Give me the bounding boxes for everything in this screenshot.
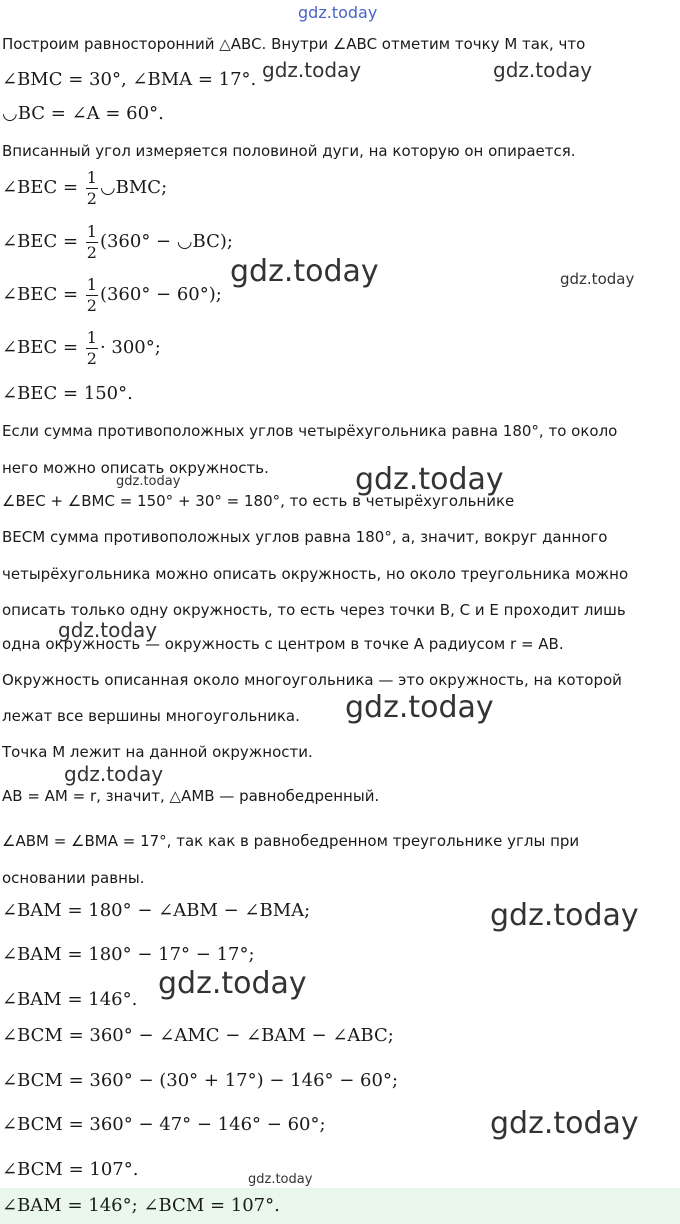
math-line: ∠BAM = 180° − 17° − 17°; <box>2 944 255 965</box>
watermark: gdz.today <box>58 618 158 642</box>
text-line: Точка M лежит на данной окружности. <box>2 743 313 761</box>
watermark: gdz.today <box>560 270 635 288</box>
math-line: ∠BCM = 360° − (30° + 17°) − 146° − 60°; <box>2 1070 399 1091</box>
watermark: gdz.today <box>64 762 164 786</box>
watermark: gdz.today <box>158 966 307 1001</box>
math-text: (360° − 60°); <box>99 284 222 305</box>
math-line: ∠BCM = 107°. <box>2 1159 139 1180</box>
fraction <box>86 168 98 209</box>
text-line: Построим равносторонний △ABC. Внутри ∠ABC отметим точку M так, что <box>2 35 586 53</box>
watermark: gdz.today <box>230 254 379 289</box>
math-line: ∠BCM = 360° − ∠AMC − ∠BAM − ∠ABC; <box>2 1025 394 1046</box>
math-line-fraction <box>2 222 233 263</box>
answer-box <box>0 1188 680 1224</box>
watermark: gdz.today <box>493 58 593 82</box>
text-line: Если сумма противоположных углов четырёхугольника равна 180°, то около <box>2 422 618 440</box>
math-line-fraction <box>2 328 161 369</box>
math-text: ∠BEC = <box>2 177 84 198</box>
text-line: Окружность описанная около многоугольника — это окружность, на которой <box>2 671 622 689</box>
math-text: ◡BMC; <box>99 177 168 198</box>
text-line: одна окружность — окружность с центром в точке A радиусом r = AB. <box>2 635 564 653</box>
math-line: ∠BCM = 360° − 47° − 146° − 60°; <box>2 1114 326 1135</box>
text-line: ∠ABM = ∠BMA = 17°, так как в равнобедренном треугольнике углы при <box>2 832 580 850</box>
fraction-numerator: 1 <box>86 168 97 187</box>
text-line: описать только одну окружность, то есть через точки B, C и E проходит лишь <box>2 601 626 619</box>
text-line: BECM сумма противоположных углов равна 180°, а, значит, вокруг данного <box>2 528 608 546</box>
math-line: ∠BEC = 150°. <box>2 383 133 404</box>
math-text: (360° − ◡BC); <box>99 231 233 252</box>
math-line-fraction <box>2 275 222 316</box>
watermark: gdz.today <box>298 3 378 22</box>
text-line: лежат все вершины многоугольника. <box>2 707 300 725</box>
math-text: ∠BEC = <box>2 231 84 252</box>
watermark: gdz.today <box>262 58 362 82</box>
text-line: основании равны. <box>2 869 145 887</box>
text-line: AB = AM = r, значит, △AMB — равнобедренный. <box>2 787 380 805</box>
fraction-denominator: 2 <box>86 189 97 208</box>
fraction <box>86 222 98 263</box>
watermark: gdz.today <box>355 462 504 497</box>
math-line: ∠BAM = 146°. <box>2 989 138 1010</box>
watermark: gdz.today <box>345 690 494 725</box>
fraction <box>86 275 98 316</box>
watermark: gdz.today <box>490 898 639 933</box>
fraction-denominator: 2 <box>86 349 97 368</box>
watermark: gdz.today <box>116 474 181 489</box>
fraction-numerator: 1 <box>86 222 97 241</box>
text-line: него можно описать окружность. <box>2 459 269 477</box>
fraction <box>86 328 98 369</box>
fraction-denominator: 2 <box>86 243 97 262</box>
math-line: ◡BC = ∠A = 60°. <box>2 103 164 124</box>
text-line: Вписанный угол измеряется половиной дуги, на которую он опирается. <box>2 142 576 160</box>
watermark: gdz.today <box>248 1172 313 1187</box>
fraction-denominator: 2 <box>86 296 97 315</box>
watermark: gdz.today <box>490 1106 639 1141</box>
fraction-numerator: 1 <box>86 328 97 347</box>
answer-text: ∠BAM = 146°; ∠BCM = 107°. <box>2 1195 280 1216</box>
math-line-fraction <box>2 168 167 209</box>
math-text: ∠BEC = <box>2 337 84 358</box>
math-line: ∠BAM = 180° − ∠ABM − ∠BMA; <box>2 900 311 921</box>
math-text: ∠BEC = <box>2 284 84 305</box>
math-line: ∠BMC = 30°, ∠BMA = 17°. <box>2 69 257 90</box>
text-line: ∠BEC + ∠BMC = 150° + 30° = 180°, то есть в четырёхугольнике <box>2 492 515 510</box>
math-text: · 300°; <box>99 337 161 358</box>
fraction-numerator: 1 <box>86 275 97 294</box>
text-line: четырёхугольника можно описать окружность, но около треугольника можно <box>2 565 629 583</box>
